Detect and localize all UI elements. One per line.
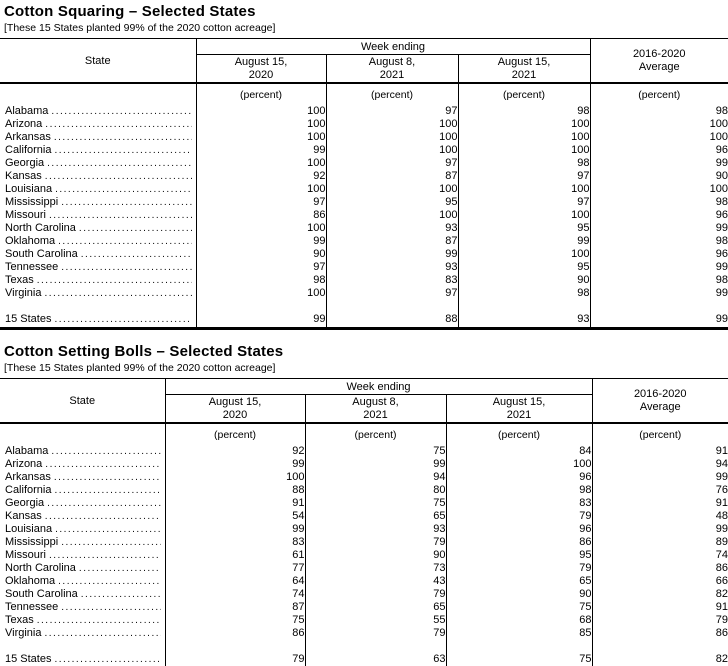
state-name: Georgia — [5, 157, 45, 169]
dot-leader — [45, 510, 161, 523]
dot-leader — [51, 445, 160, 458]
dot-leader — [81, 248, 192, 261]
value-cell: 99 — [590, 222, 728, 235]
dot-leader — [45, 627, 161, 640]
value-cell: 99 — [196, 144, 326, 157]
dot-leader — [49, 549, 161, 562]
unit-row — [0, 423, 728, 445]
cotton-squaring-table — [0, 38, 728, 330]
state-name: South Carolina — [5, 588, 78, 600]
value-cell: 63 — [305, 652, 446, 666]
dot-leader — [37, 274, 192, 287]
value-cell: 74 — [592, 549, 728, 562]
state-cell — [0, 248, 196, 261]
value-cell: 99 — [326, 248, 458, 261]
state-name: California — [5, 144, 52, 156]
value-cell: 75 — [446, 652, 592, 666]
value-cell: 96 — [446, 523, 592, 536]
value-cell: 79 — [165, 652, 305, 666]
value-cell: 79 — [305, 536, 446, 549]
value-cell: 99 — [590, 261, 728, 274]
table-row — [0, 458, 728, 471]
value-cell: 68 — [446, 614, 592, 627]
value-cell: 55 — [305, 614, 446, 627]
state-name: California — [5, 484, 52, 496]
value-cell: 75 — [305, 445, 446, 458]
week-column-header: August 8, 2021 — [326, 55, 458, 84]
table-row — [0, 144, 728, 157]
average-header-line1: 2016-2020 — [632, 47, 686, 60]
header-row-group — [0, 379, 728, 395]
unit-cell: (percent) — [592, 423, 728, 445]
table-row — [0, 471, 728, 484]
state-cell — [0, 588, 165, 601]
value-cell: 94 — [305, 471, 446, 484]
value-cell: 79 — [592, 614, 728, 627]
dot-leader — [55, 183, 191, 196]
value-cell: 91 — [592, 497, 728, 510]
table-row — [0, 274, 728, 287]
dot-leader — [79, 562, 161, 575]
value-cell: 43 — [305, 575, 446, 588]
value-cell: 86 — [592, 627, 728, 640]
table-row — [0, 170, 728, 183]
value-cell: 82 — [592, 588, 728, 601]
dot-leader — [49, 209, 192, 222]
table-row — [0, 222, 728, 235]
table-row — [0, 287, 728, 300]
state-name: Tennessee — [5, 261, 59, 273]
value-cell: 48 — [592, 510, 728, 523]
week-column-header: August 15, 2021 — [446, 395, 592, 424]
state-cell — [0, 157, 196, 170]
dot-leader — [61, 196, 191, 209]
dot-leader — [45, 170, 192, 183]
unit-blank-cell — [0, 423, 165, 445]
value-cell: 99 — [592, 523, 728, 536]
state-column-header: State — [0, 379, 165, 424]
state-cell — [0, 235, 196, 248]
value-cell: 99 — [590, 312, 728, 329]
state-cell — [0, 105, 196, 118]
total-row — [0, 652, 728, 666]
cotton-setting-bolls-table — [0, 378, 728, 666]
cotton-squaring-section — [0, 0, 728, 330]
state-name: 15 States — [5, 313, 52, 325]
table-row — [0, 261, 728, 274]
state-cell — [0, 274, 196, 287]
dot-leader — [45, 458, 160, 471]
value-cell: 100 — [196, 105, 326, 118]
value-cell: 99 — [458, 235, 590, 248]
value-cell: 92 — [196, 170, 326, 183]
value-cell: 74 — [165, 588, 305, 601]
value-cell: 86 — [446, 536, 592, 549]
value-cell: 100 — [590, 118, 728, 131]
value-cell: 99 — [305, 458, 446, 471]
value-cell: 83 — [326, 274, 458, 287]
state-name: Arizona — [5, 458, 43, 470]
value-cell: 83 — [165, 536, 305, 549]
value-cell: 54 — [165, 510, 305, 523]
state-name: Mississippi — [5, 536, 59, 548]
value-cell: 100 — [458, 248, 590, 261]
dot-leader — [47, 497, 160, 510]
state-cell — [0, 549, 165, 562]
value-cell: 79 — [446, 510, 592, 523]
value-cell: 90 — [590, 170, 728, 183]
table-row — [0, 209, 728, 222]
unit-cell: (percent) — [590, 83, 728, 105]
table-row — [0, 131, 728, 144]
value-cell: 91 — [592, 601, 728, 614]
value-cell: 90 — [305, 549, 446, 562]
value-cell: 100 — [196, 287, 326, 300]
state-name: Mississippi — [5, 196, 59, 208]
value-cell: 88 — [165, 484, 305, 497]
state-cell — [0, 523, 165, 536]
value-cell: 91 — [592, 445, 728, 458]
state-name: Oklahoma — [5, 575, 56, 587]
dot-leader — [54, 131, 192, 144]
cotton-setting-bolls-section — [0, 330, 728, 666]
state-name: Georgia — [5, 497, 45, 509]
value-cell: 97 — [196, 261, 326, 274]
value-cell: 92 — [165, 445, 305, 458]
state-cell — [0, 614, 165, 627]
dot-leader — [54, 471, 161, 484]
state-cell — [0, 471, 165, 484]
state-name: Louisiana — [5, 183, 53, 195]
value-cell: 66 — [592, 575, 728, 588]
state-cell — [0, 484, 165, 497]
spacer-row — [0, 640, 728, 652]
value-cell: 100 — [196, 118, 326, 131]
table-row — [0, 614, 728, 627]
state-cell — [0, 312, 196, 329]
state-cell — [0, 510, 165, 523]
state-cell — [0, 575, 165, 588]
table-row — [0, 235, 728, 248]
state-name: Alabama — [5, 445, 49, 457]
value-cell: 88 — [326, 312, 458, 329]
dot-leader — [81, 588, 161, 601]
value-cell: 100 — [165, 471, 305, 484]
value-cell: 99 — [590, 157, 728, 170]
table-note: [These 15 States planted 99% of the 2020 cotton acreage] — [4, 22, 276, 34]
average-header-line2: Average — [638, 60, 680, 73]
value-cell: 96 — [590, 144, 728, 157]
value-cell: 96 — [590, 248, 728, 261]
unit-cell: (percent) — [196, 83, 326, 105]
state-name: Kansas — [5, 510, 42, 522]
dot-leader — [45, 118, 191, 131]
value-cell: 82 — [592, 652, 728, 666]
value-cell: 100 — [590, 131, 728, 144]
dot-leader — [54, 144, 191, 157]
value-cell: 93 — [326, 222, 458, 235]
value-cell: 100 — [590, 183, 728, 196]
dot-leader — [54, 484, 160, 497]
value-cell: 98 — [446, 484, 592, 497]
table-row — [0, 601, 728, 614]
value-cell: 100 — [326, 144, 458, 157]
state-cell — [0, 183, 196, 196]
value-cell: 97 — [458, 170, 590, 183]
dot-leader — [61, 261, 191, 274]
value-cell: 86 — [592, 562, 728, 575]
table-note: [These 15 States planted 99% of the 2020 cotton acreage] — [4, 362, 276, 374]
value-cell: 98 — [458, 157, 590, 170]
value-cell: 100 — [458, 209, 590, 222]
week-column-header: August 15, 2021 — [458, 55, 590, 84]
value-cell: 99 — [196, 312, 326, 329]
value-cell: 100 — [196, 157, 326, 170]
table-body — [0, 105, 728, 329]
state-cell — [0, 131, 196, 144]
state-cell — [0, 222, 196, 235]
value-cell: 79 — [305, 627, 446, 640]
state-name: Arkansas — [5, 131, 51, 143]
value-cell: 90 — [196, 248, 326, 261]
value-cell: 100 — [196, 222, 326, 235]
value-cell: 100 — [326, 118, 458, 131]
unit-cell: (percent) — [326, 83, 458, 105]
value-cell: 97 — [326, 105, 458, 118]
value-cell: 94 — [592, 458, 728, 471]
value-cell: 100 — [458, 118, 590, 131]
value-cell: 96 — [590, 209, 728, 222]
value-cell: 86 — [196, 209, 326, 222]
average-header-line1: 2016-2020 — [633, 387, 687, 400]
value-cell: 93 — [326, 261, 458, 274]
state-name: Virginia — [5, 287, 42, 299]
state-name: Missouri — [5, 549, 46, 561]
state-name: Texas — [5, 274, 34, 286]
state-cell — [0, 209, 196, 222]
state-cell — [0, 287, 196, 300]
value-cell: 76 — [592, 484, 728, 497]
value-cell: 64 — [165, 575, 305, 588]
week-column-header: August 15, 2020 — [165, 395, 305, 424]
unit-row — [0, 83, 728, 105]
table-row — [0, 118, 728, 131]
state-cell — [0, 170, 196, 183]
value-cell: 98 — [458, 287, 590, 300]
state-cell — [0, 497, 165, 510]
state-cell — [0, 601, 165, 614]
value-cell: 97 — [458, 196, 590, 209]
value-cell: 87 — [326, 235, 458, 248]
state-name: Alabama — [5, 105, 49, 117]
week-ending-header: Week ending — [196, 39, 590, 55]
dot-leader — [37, 614, 161, 627]
state-name: Oklahoma — [5, 235, 56, 247]
table-row — [0, 157, 728, 170]
value-cell: 75 — [165, 614, 305, 627]
state-name: Texas — [5, 614, 34, 626]
value-cell: 65 — [305, 601, 446, 614]
state-cell — [0, 118, 196, 131]
dot-leader — [79, 222, 192, 235]
table-row — [0, 196, 728, 209]
state-name: North Carolina — [5, 562, 76, 574]
unit-cell: (percent) — [446, 423, 592, 445]
table-row — [0, 575, 728, 588]
state-cell — [0, 562, 165, 575]
value-cell: 65 — [446, 575, 592, 588]
value-cell: 90 — [446, 588, 592, 601]
state-cell — [0, 536, 165, 549]
table-title: Cotton Setting Bolls – Selected States — [4, 343, 284, 360]
state-name: Arizona — [5, 118, 43, 130]
total-row — [0, 312, 728, 329]
state-name: Arkansas — [5, 471, 51, 483]
table-row — [0, 562, 728, 575]
dot-leader — [51, 105, 191, 118]
value-cell: 89 — [592, 536, 728, 549]
value-cell: 99 — [196, 235, 326, 248]
value-cell: 99 — [165, 458, 305, 471]
week-ending-header: Week ending — [165, 379, 592, 395]
dot-leader — [54, 653, 160, 666]
state-cell — [0, 652, 165, 666]
value-cell: 98 — [458, 105, 590, 118]
value-cell: 95 — [446, 549, 592, 562]
state-name: Louisiana — [5, 523, 53, 535]
value-cell: 77 — [165, 562, 305, 575]
state-cell — [0, 445, 165, 458]
value-cell: 98 — [590, 105, 728, 118]
unit-blank-cell — [0, 83, 196, 105]
value-cell: 98 — [590, 235, 728, 248]
average-column-header — [590, 39, 728, 84]
state-name: South Carolina — [5, 248, 78, 260]
dot-leader — [58, 575, 160, 588]
value-cell: 100 — [458, 144, 590, 157]
value-cell: 100 — [196, 183, 326, 196]
spacer-row — [0, 300, 728, 312]
week-column-header: August 15, 2020 — [196, 55, 326, 84]
dot-leader — [54, 313, 191, 326]
week-column-header: August 8, 2021 — [305, 395, 446, 424]
table-row — [0, 497, 728, 510]
value-cell: 97 — [326, 157, 458, 170]
state-cell — [0, 261, 196, 274]
state-cell — [0, 144, 196, 157]
value-cell: 100 — [458, 183, 590, 196]
table-row — [0, 105, 728, 118]
state-name: 15 States — [5, 653, 52, 665]
table-row — [0, 183, 728, 196]
table-row — [0, 445, 728, 458]
value-cell: 80 — [305, 484, 446, 497]
unit-cell: (percent) — [305, 423, 446, 445]
value-cell: 100 — [458, 131, 590, 144]
value-cell: 98 — [590, 196, 728, 209]
dot-leader — [61, 536, 160, 549]
value-cell: 93 — [305, 523, 446, 536]
value-cell: 86 — [165, 627, 305, 640]
dot-leader — [55, 523, 160, 536]
value-cell: 73 — [305, 562, 446, 575]
state-name: Missouri — [5, 209, 46, 221]
unit-cell: (percent) — [458, 83, 590, 105]
value-cell: 75 — [305, 497, 446, 510]
value-cell: 75 — [446, 601, 592, 614]
average-header-line2: Average — [639, 400, 681, 413]
value-cell: 99 — [592, 471, 728, 484]
state-column-header: State — [0, 39, 196, 84]
value-cell: 98 — [590, 274, 728, 287]
value-cell: 83 — [446, 497, 592, 510]
value-cell: 95 — [458, 261, 590, 274]
average-column-header — [592, 379, 728, 424]
table-row — [0, 588, 728, 601]
value-cell: 95 — [458, 222, 590, 235]
value-cell: 96 — [446, 471, 592, 484]
table-row — [0, 536, 728, 549]
table-row — [0, 248, 728, 261]
state-cell — [0, 458, 165, 471]
table-title: Cotton Squaring – Selected States — [4, 3, 256, 20]
value-cell: 79 — [305, 588, 446, 601]
state-name: North Carolina — [5, 222, 76, 234]
value-cell: 61 — [165, 549, 305, 562]
value-cell: 95 — [326, 196, 458, 209]
value-cell: 98 — [196, 274, 326, 287]
dot-leader — [45, 287, 192, 300]
table-row — [0, 510, 728, 523]
value-cell: 97 — [326, 287, 458, 300]
value-cell: 87 — [326, 170, 458, 183]
value-cell: 100 — [326, 209, 458, 222]
state-cell — [0, 196, 196, 209]
value-cell: 93 — [458, 312, 590, 329]
table-row — [0, 627, 728, 640]
value-cell: 100 — [326, 183, 458, 196]
table-row — [0, 484, 728, 497]
value-cell: 100 — [446, 458, 592, 471]
value-cell: 99 — [165, 523, 305, 536]
unit-cell: (percent) — [165, 423, 305, 445]
value-cell: 99 — [590, 287, 728, 300]
state-cell — [0, 627, 165, 640]
value-cell: 100 — [326, 131, 458, 144]
state-name: Virginia — [5, 627, 42, 639]
value-cell: 100 — [196, 131, 326, 144]
value-cell: 65 — [305, 510, 446, 523]
dot-leader — [47, 157, 191, 170]
value-cell: 90 — [458, 274, 590, 287]
value-cell: 87 — [165, 601, 305, 614]
value-cell: 84 — [446, 445, 592, 458]
state-name: Kansas — [5, 170, 42, 182]
dot-leader — [61, 601, 160, 614]
table-row — [0, 549, 728, 562]
table-row — [0, 523, 728, 536]
value-cell: 91 — [165, 497, 305, 510]
value-cell: 97 — [196, 196, 326, 209]
table-body — [0, 445, 728, 666]
value-cell: 85 — [446, 627, 592, 640]
value-cell: 79 — [446, 562, 592, 575]
dot-leader — [58, 235, 191, 248]
state-name: Tennessee — [5, 601, 59, 613]
header-row-group — [0, 39, 728, 55]
